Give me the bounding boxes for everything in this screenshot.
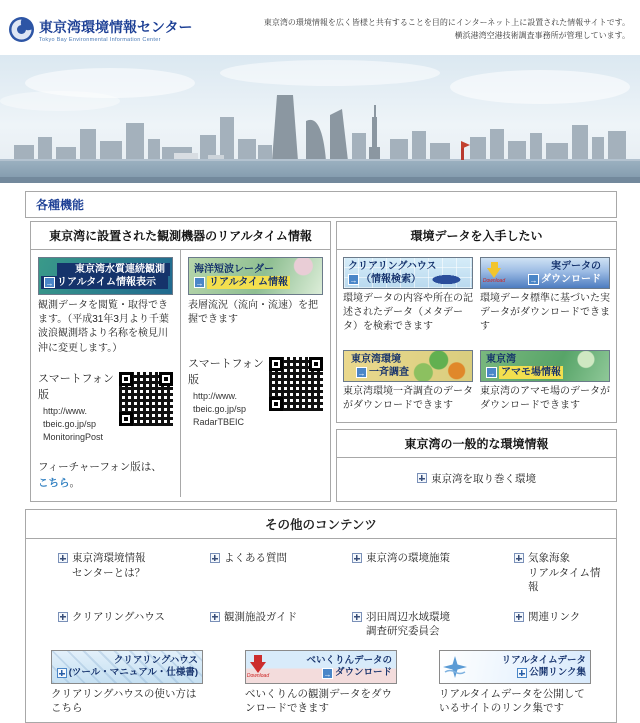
hf-radar-description: 表層流況（流向・流速）を把握できます (188, 300, 318, 326)
plus-box-icon (58, 612, 68, 622)
plus-box-icon (58, 553, 68, 563)
plus-box-icon (514, 612, 524, 622)
water-quality-realtime-banner[interactable]: 東京湾水質連続観測 → リアルタイム情報表示 (38, 257, 173, 295)
banner-caption: リアルタイムデータを公開しているサイトのリンク集です (439, 688, 585, 715)
link-related-links[interactable]: 関連リンク (514, 610, 610, 638)
real-data-download-banner[interactable]: Download 実データの → ダウンロード (480, 257, 610, 289)
clearinghouse-search-banner[interactable]: クリアリングハウス → （情報検索） (343, 257, 473, 289)
download-arrow-icon: Download (481, 258, 507, 288)
smartphone-label: スマートフォン版 (188, 358, 264, 387)
smartphone-url: http://www. tbeic.go.jp/sp MonitoringPost (43, 405, 104, 442)
feature-phone-note: フィーチャーフォン版は、 こちら。 (38, 460, 162, 489)
plus-box-icon (517, 668, 527, 678)
plus-box-icon (352, 612, 362, 622)
yokohama-skyline-photo (0, 55, 640, 183)
plus-box-icon (417, 473, 427, 483)
compass-icon (440, 651, 470, 683)
bayqlean-download-banner[interactable]: Download べいくりんデータの → ダウンロード (245, 650, 397, 684)
link-facility-guide[interactable]: 観測施設ガイド (210, 610, 352, 638)
arrow-right-icon (348, 274, 359, 285)
arrow-right-icon (528, 274, 539, 285)
qr-code-radar (269, 357, 323, 411)
other-contents-links (26, 539, 616, 642)
smartphone-url: http://www. tbeic.go.jp/sp RadarTBEIC (193, 391, 247, 428)
issei-survey-cell: 東京湾環境 → 一斉調査 東京湾環境一斉調査のデータがダウンロードできます (343, 350, 473, 413)
feature-phone-link[interactable]: こちら (38, 476, 70, 489)
surrounding-environment-link[interactable]: 東京湾を取り巻く環境 (417, 471, 536, 486)
amamo-cell: 東京湾 → アマモ場情報 東京湾のアマモ場のデータがダウンロードできます (480, 350, 610, 413)
hf-radar-realtime-banner[interactable]: 海洋短波レーダー → リアルタイム情報 (188, 257, 323, 295)
plus-box-icon (352, 553, 362, 563)
link-haneda-committee[interactable]: 羽田周辺水域環境 調査研究委員会 (352, 610, 514, 638)
site-tagline: 東京湾の環境情報を広く皆様と共有することを目的にインターネット上に設置された情報サイトです。 横浜港湾空港技術調査事務所が管理しています。 (263, 17, 630, 40)
site-logo[interactable] (8, 16, 192, 43)
site-title: 東京湾環境情報センター (39, 18, 193, 35)
water-quality-column (31, 250, 180, 497)
clearinghouse-cell: クリアリングハウス → （情報検索） 環境データの内容や所在の記述されたデータ（メタデータ）を検索できます (343, 257, 473, 335)
link-faq[interactable]: よくある質問 (210, 551, 352, 594)
general-env-info-panel (336, 429, 617, 503)
realtime-panel-title: 東京湾に設置された観測機器のリアルタイム情報 (31, 222, 330, 250)
plus-box-icon (514, 553, 524, 563)
other-contents-title: その他のコンテンツ (26, 510, 616, 539)
general-env-info-title: 東京湾の一般的な環境情報 (337, 430, 616, 458)
clearinghouse-tools-banner[interactable]: クリアリングハウス (ツール・マニュアル・仕様書) (51, 650, 203, 684)
hf-radar-column (180, 250, 330, 497)
realtime-links-banner[interactable]: リアルタイムデータ 公開リンク集 (439, 650, 591, 684)
bottom-banner-row (26, 642, 616, 721)
link-env-policy[interactable]: 東京湾の環境施策 (352, 551, 514, 594)
bay-survey-banner[interactable]: 東京湾環境 → 一斉調査 (343, 350, 473, 382)
arrow-right-icon (194, 277, 205, 288)
link-clearinghouse[interactable]: クリアリングハウス (58, 610, 210, 638)
plus-box-icon (210, 553, 220, 563)
env-data-panel-title: 環境データを入手したい (337, 222, 616, 250)
link-about-center[interactable]: 東京湾環境情報 センターとは？ (58, 551, 210, 594)
site-subtitle: Tokyo Bay Environmental Information Center (39, 36, 161, 43)
qr-code-monitoring-post (119, 372, 173, 426)
site-header (0, 0, 640, 55)
eelgrass-info-banner[interactable]: 東京湾 → アマモ場情報 (480, 350, 610, 382)
arrow-right-icon (486, 367, 497, 378)
real-data-download-cell: Download 実データの → ダウンロード 環境データ標準に基づいた実データがダウンロードできます (480, 257, 610, 335)
arrow-right-icon (356, 367, 367, 378)
section-header-functions: 各種機能 (25, 191, 617, 218)
plus-box-icon (57, 668, 67, 678)
link-weather-realtime[interactable]: 気象海象 リアルタイム情報 (514, 551, 610, 594)
plus-box-icon (210, 612, 220, 622)
arrow-right-icon (44, 277, 55, 288)
banner-caption: べいくりんの観測データをダウンロードできます (245, 688, 392, 715)
realtime-info-panel (30, 221, 331, 502)
globe-swirl-icon (8, 16, 35, 43)
water-quality-description: 観測データを閲覧・取得できます。（平成31年3月より千葉波浪観測塔より名称を検見川沖に変更します。） (38, 300, 169, 354)
other-contents-panel (25, 509, 617, 722)
banner-caption: クリアリングハウスの使い方はこちら (51, 688, 197, 715)
env-data-panel (336, 221, 617, 423)
arrow-right-icon (322, 668, 333, 679)
smartphone-label: スマートフォン版 (38, 372, 114, 401)
download-arrow-icon: Download (246, 651, 270, 683)
